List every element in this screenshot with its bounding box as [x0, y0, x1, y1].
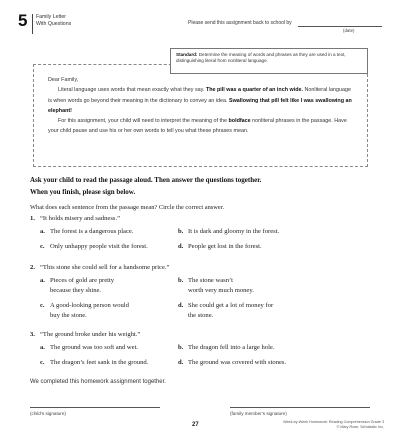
- q3-choice-d[interactable]: [178, 358, 286, 368]
- unit-title: [36, 14, 71, 28]
- instructions-line1: Ask your child to read the passage aloud. Then answer the questions together.: [30, 176, 262, 184]
- choice-letter: c.: [40, 302, 45, 309]
- q2-choice-b[interactable]: [178, 276, 254, 296]
- choice-letter: a.: [40, 228, 45, 235]
- question-text: “This stone she could sell for a handsome price.”: [40, 264, 170, 271]
- choice-text-1: The stone wasn’t: [188, 277, 233, 284]
- question-1: [30, 215, 120, 222]
- q1-choice-c[interactable]: [40, 242, 148, 252]
- date-input-line[interactable]: [298, 26, 382, 27]
- question-text: “It holds misery and sadness.”: [40, 215, 121, 222]
- p2-boldface-word: boldface: [228, 118, 251, 125]
- choice-text: Only unhappy people visit the forest.: [50, 243, 148, 250]
- choice-text: The dragon’s feet sank in the ground.: [50, 359, 149, 366]
- letter-paragraph-2: [48, 116, 353, 137]
- choice-text-2: the stone.: [188, 312, 214, 319]
- question-text: “The ground broke under his weight.”: [40, 331, 141, 338]
- credit-line-2: © Mary Rose, Scholastic Inc.: [336, 425, 384, 430]
- q3-choice-c[interactable]: [40, 358, 148, 368]
- choice-text-2: buy the stone.: [50, 312, 87, 319]
- choice-letter: a.: [40, 277, 45, 284]
- letter-greeting: Dear Family,: [48, 77, 79, 83]
- standard-box: [170, 48, 368, 74]
- p1-literal-example: The pill was a quarter of an inch wide.: [205, 87, 303, 94]
- choice-letter: b.: [178, 277, 184, 284]
- unit-title-line1: Family Letter: [36, 14, 66, 20]
- choice-letter: d.: [178, 359, 184, 366]
- choice-text: The ground was too soft and wet.: [50, 344, 139, 351]
- choice-text: The ground was covered with stones.: [188, 359, 287, 366]
- child-signature-label: (child’s signature): [30, 411, 66, 416]
- choice-letter: a.: [40, 344, 45, 351]
- question-3: [30, 331, 140, 338]
- standard-text: Determine the meaning of words and phrases as they are used in a text, distinguishing literal from nonliteral language.: [176, 52, 346, 63]
- q2-choice-d[interactable]: [178, 301, 273, 321]
- question-2: [30, 264, 169, 271]
- p1-text-a: Literal language uses words that mean exactly what they say.: [58, 87, 205, 94]
- unit-divider: [32, 14, 33, 34]
- choice-text: It is dark and gloomy in the forest.: [188, 228, 280, 235]
- family-signature-line[interactable]: [230, 407, 370, 408]
- page-number: 27: [192, 422, 199, 428]
- instructions: [30, 175, 261, 198]
- choice-text-2: because they shine.: [50, 287, 102, 294]
- date-label: (date): [343, 28, 355, 33]
- choice-text-1: Pieces of gold are pretty: [50, 277, 115, 284]
- choice-letter: d.: [178, 302, 184, 309]
- p1-nonliteral-example: Swallowing that pill felt like I was swallowing an elephant!: [48, 97, 352, 114]
- choice-text-1: She could get a lot of money for: [188, 302, 274, 309]
- letter-paragraph-1: [48, 85, 353, 116]
- instructions-line2: When you finish, please sign below.: [30, 187, 136, 196]
- unit-number: 5: [18, 11, 28, 30]
- choice-text-2: worth very much money.: [188, 287, 254, 294]
- completed-statement: We completed this homework assignment together.: [30, 379, 166, 385]
- unit-title-line2: With Questions: [36, 21, 72, 27]
- question-number: 3.: [30, 331, 35, 338]
- child-signature-line[interactable]: [30, 407, 160, 408]
- page-header: [18, 13, 386, 39]
- choice-letter: d.: [178, 243, 184, 250]
- p1-text-c: Nonliteral language is when words go beyond their meaning in the dictionary to convey an idea.: [48, 87, 351, 104]
- q1-choice-d[interactable]: [178, 242, 262, 252]
- q1-choice-b[interactable]: [178, 227, 279, 237]
- q1-choice-a[interactable]: [40, 227, 134, 237]
- q2-choice-a[interactable]: [40, 276, 114, 296]
- standard-label: Standard:: [176, 52, 198, 57]
- question-number: 1.: [30, 215, 35, 222]
- family-letter: [33, 64, 368, 167]
- choice-text: The dragon fell into a large hole.: [188, 344, 275, 351]
- p2-text-a: For this assignment, your child will need to interpret the meaning of the: [58, 118, 227, 125]
- choice-text: The forest is a dangerous place.: [50, 228, 134, 235]
- choice-letter: c.: [40, 243, 45, 250]
- choice-letter: c.: [40, 359, 45, 366]
- send-back-label: Please send this assignment back to school by: [188, 20, 292, 26]
- q2-choice-c[interactable]: [40, 301, 129, 321]
- credit-line-1: Week-by-Week Homework: Reading Comprehension Grade 3: [283, 420, 384, 424]
- q3-choice-b[interactable]: [178, 343, 274, 353]
- footer-credit: [280, 420, 384, 430]
- choice-text-1: A good-looking person would: [50, 302, 129, 309]
- question-number: 2.: [30, 264, 35, 271]
- q3-choice-a[interactable]: [40, 343, 138, 353]
- choice-letter: b.: [178, 228, 184, 235]
- choice-letter: b.: [178, 344, 184, 351]
- circle-prompt: What does each sentence from the passage mean? Circle the correct answer.: [30, 204, 225, 211]
- choice-text: People get lost in the forest.: [188, 243, 262, 250]
- family-signature-label: (family member’s signature): [230, 411, 287, 416]
- p2-text-c: nonliteral phrases in the passage. Have your child pause and use his or her own words to tell you what these phrases mean.: [48, 118, 347, 135]
